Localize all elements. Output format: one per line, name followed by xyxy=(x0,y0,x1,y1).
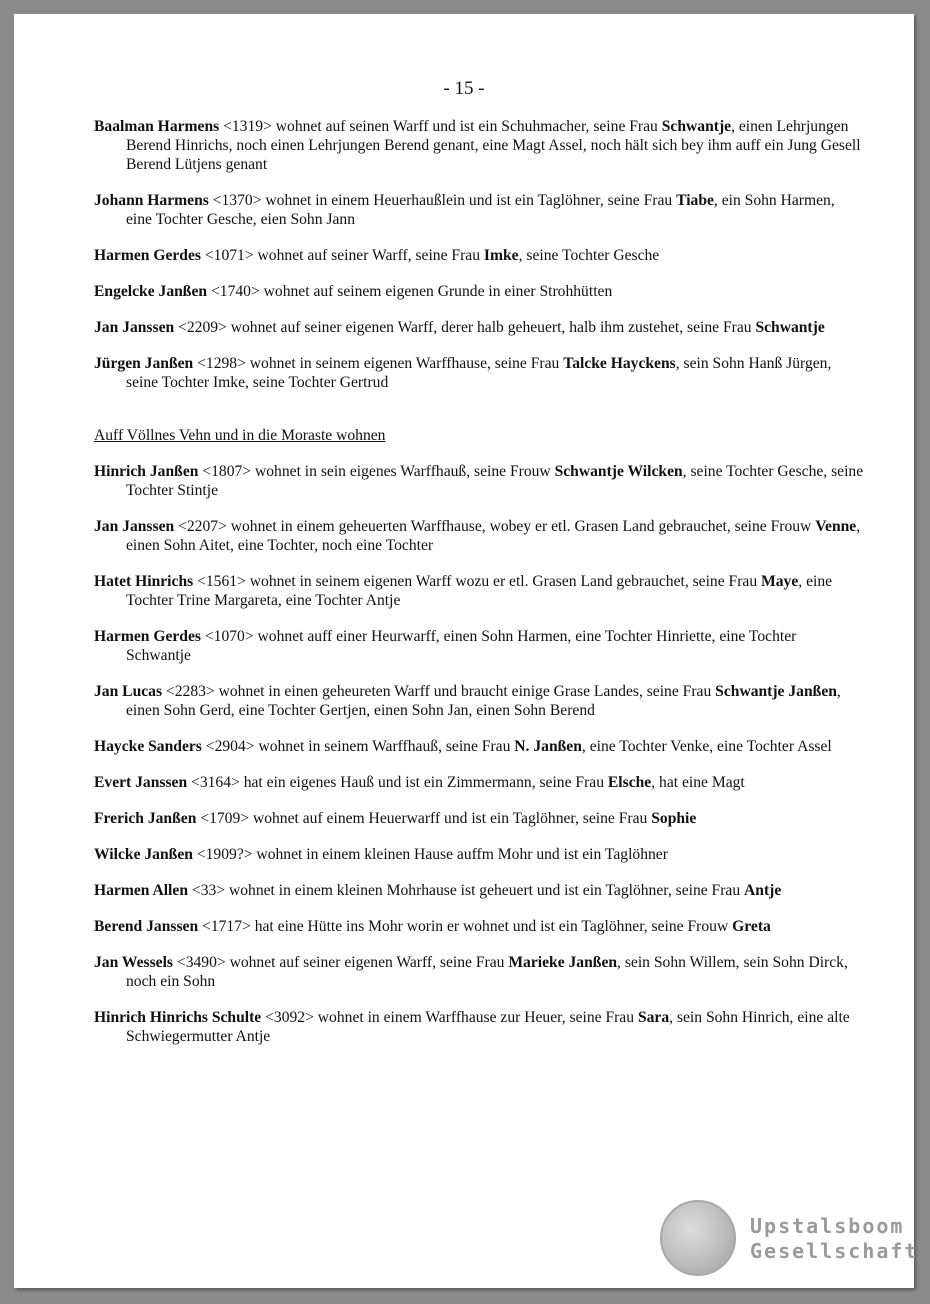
entry-text: <1717> hat eine Hütte ins Mohr worin er wohnet und ist ein Taglöhner, seine Frouw xyxy=(198,918,733,935)
entry xyxy=(94,246,864,265)
entries-block-2 xyxy=(94,462,864,1046)
entry-text: <3092> wohnet in einem Warffhause zur Heuer, seine Frau xyxy=(261,1009,638,1026)
entry-spouse-name: Imke xyxy=(483,247,519,264)
entry-name: Johann Harmens xyxy=(94,192,209,209)
entry-spouse-name: Greta xyxy=(732,918,771,935)
entry-spouse-name: Sara xyxy=(637,1009,670,1026)
entry-spouse-name: Schwantje xyxy=(661,118,732,135)
entry-spouse-name: Tiabe xyxy=(676,192,714,209)
entry xyxy=(94,117,864,174)
page-number: - 15 - xyxy=(443,78,485,99)
entry-text: <1370> wohnet in einem Heuerhaußlein und ist ein Taglöhner, seine Frau xyxy=(208,192,677,209)
entry-name: Baalman Harmens xyxy=(94,118,220,135)
entry-name: Harmen Gerdes xyxy=(94,628,201,645)
entry-spouse-name: N. Janßen xyxy=(514,738,582,755)
entry-name: Jan Lucas xyxy=(94,683,163,700)
entry-name: Jan Janssen xyxy=(94,518,175,535)
entry-text: <1298> wohnet in seinem eigenen Warffhause, seine Frau xyxy=(193,355,564,372)
entry xyxy=(94,191,864,229)
entry-text: , seine Tochter Gesche, seine Tochter Stintje xyxy=(126,463,864,499)
entries xyxy=(94,117,864,1063)
entry-text: <2209> wohnet auf seiner eigenen Warff, derer halb geheuert, halb ihm zustehet, seine Frau xyxy=(174,319,756,336)
society-logo xyxy=(660,1200,919,1278)
entry xyxy=(94,354,864,392)
entry-name: Frerich Janßen xyxy=(94,810,197,827)
logo-line-1: Upstalsboom xyxy=(750,1214,905,1238)
entry-text: <1909?> wohnet in einem kleinen Hause auffm Mohr und ist ein Taglöhner xyxy=(192,846,668,863)
logo-text xyxy=(750,1214,919,1264)
entry-name: Hatet Hinrichs xyxy=(94,573,194,590)
entry xyxy=(94,809,864,828)
entry-spouse-name: Schwantje Janßen xyxy=(715,683,837,700)
entry xyxy=(94,572,864,610)
entry-text: <2283> wohnet in einen geheureten Warff und braucht einige Grase Landes, seine Frau xyxy=(162,683,716,700)
entry-name: Jürgen Janßen xyxy=(94,355,194,372)
entry-text: , hat eine Magt xyxy=(651,774,745,791)
entry-text: , eine Tochter Venke, eine Tochter Assel xyxy=(581,738,832,755)
entry-text: <3164> hat ein eigenes Hauß und ist ein Zimmermann, seine Frau xyxy=(187,774,608,791)
entry-text: <2904> wohnet in seinem Warffhauß, seine Frau xyxy=(201,738,515,755)
entry-text: , seine Tochter Gesche xyxy=(518,247,660,264)
entry-spouse-name: Schwantje xyxy=(755,319,825,336)
entry-text: <1071> wohnet auf seiner Warff, seine Frau xyxy=(200,247,484,264)
entry-name: Jan Janssen xyxy=(94,319,175,336)
entry-spouse-name: Maye xyxy=(761,573,799,590)
entry-spouse-name: Marieke Janßen xyxy=(508,954,618,971)
entry-text: , sein Sohn Hinrich, eine alte Schwiegermutter Antje xyxy=(126,1009,850,1045)
entry-text: <2207> wohnet in einem geheuerten Warffhause, wobey er etl. Grasen Land gebrauchet, seine Frouw xyxy=(174,518,816,535)
entry-name: Harmen Allen xyxy=(94,882,188,899)
entry-name: Harmen Gerdes xyxy=(94,247,201,264)
entry-text: , eine Tochter Trine Margareta, eine Tochter Antje xyxy=(126,573,833,609)
entry-spouse-name: Venne xyxy=(815,518,857,535)
entry-spouse-name: Elsche xyxy=(607,774,652,791)
entry-spouse-name: Talcke Hayckens xyxy=(563,355,676,372)
entry xyxy=(94,462,864,500)
entry-text: <1709> wohnet auf einem Heuerwarff und ist ein Taglöhner, seine Frau xyxy=(196,810,652,827)
entry-spouse-name: Sophie xyxy=(651,810,697,827)
entry-text: , einen Sohn Aitet, eine Tochter, noch eine Tochter xyxy=(126,518,861,554)
entry-name: Berend Janssen xyxy=(94,918,199,935)
entry xyxy=(94,773,864,792)
entry-name: Wilcke Janßen xyxy=(94,846,193,863)
entry xyxy=(94,682,864,720)
entry-text: <33> wohnet in einem kleinen Mohrhause ist geheuert und ist ein Taglöhner, seine Frau xyxy=(188,882,745,899)
entries-block-1 xyxy=(94,117,864,392)
entry xyxy=(94,282,864,301)
entry-text: , einen Lehrjungen Berend Hinrichs, noch einen Lehrjungen Berend genant, eine Magt Assel, noch hält sich bey ihm auff ein Jung Gesell Berend Lütjens genant xyxy=(126,118,861,173)
entry-name: Hinrich Janßen xyxy=(94,463,199,480)
entry xyxy=(94,917,864,936)
logo-line-2: Gesellschaft xyxy=(750,1239,919,1263)
entry-text: <1740> wohnet auf seinem eigenen Grunde in einer Strohhütten xyxy=(207,283,613,300)
entry-name: Jan Wessels xyxy=(94,954,173,971)
section-heading: Auff Völlnes Vehn und in die Moraste wohnen xyxy=(94,427,386,444)
entry-name: Engelcke Janßen xyxy=(94,283,208,300)
entry-text: , ein Sohn Harmen, eine Tochter Gesche, eien Sohn Jann xyxy=(126,192,835,228)
seal-emblem-icon xyxy=(660,1200,736,1276)
entry xyxy=(94,881,864,900)
entry xyxy=(94,1008,864,1046)
entry-text: <1319> wohnet auf seinen Warff und ist ein Schuhmacher, seine Frau xyxy=(219,118,662,135)
entry xyxy=(94,737,864,756)
entry-name: Hinrich Hinrichs Schulte xyxy=(94,1009,262,1026)
entry-text: <3490> wohnet auf seiner eigenen Warff, seine Frau xyxy=(173,954,509,971)
entry-spouse-name: Antje xyxy=(744,882,782,899)
entry-name: Haycke Sanders xyxy=(94,738,202,755)
entry-spouse-name: Schwantje Wilcken xyxy=(554,463,683,480)
entry xyxy=(94,845,864,864)
entry xyxy=(94,517,864,555)
entry xyxy=(94,318,864,337)
entry-text: , sein Sohn Hanß Jürgen, seine Tochter Imke, seine Tochter Gertrud xyxy=(126,355,832,391)
entry-text: <1807> wohnet in sein eigenes Warffhauß, seine Frouw xyxy=(198,463,555,480)
entry-text: <1561> wohnet in seinem eigenen Warff wozu er etl. Grasen Land gebrauchet, seine Frau xyxy=(193,573,762,590)
document-page xyxy=(14,14,919,1288)
entry xyxy=(94,627,864,665)
entry-text: , sein Sohn Willem, sein Sohn Dirck, noch ein Sohn xyxy=(126,954,848,990)
entry-text: , einen Sohn Gerd, eine Tochter Gertjen, einen Sohn Jan, einen Sohn Berend xyxy=(126,683,841,719)
entry-name: Evert Janssen xyxy=(94,774,188,791)
entry xyxy=(94,953,864,991)
entry-text: <1070> wohnet auff einer Heurwarff, einen Sohn Harmen, eine Tochter Hinriette, eine Tochter Schwantje xyxy=(126,628,797,664)
